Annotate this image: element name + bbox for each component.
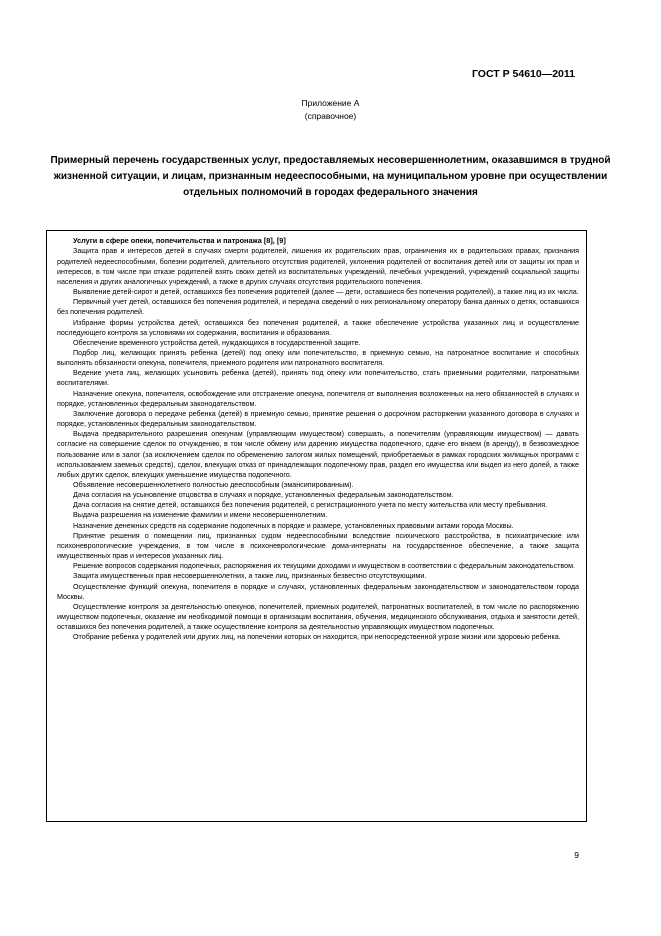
service-paragraph: Объявление несовершеннолетнего полностью дееспособным (эмансипированным). bbox=[73, 481, 354, 489]
annex-block bbox=[0, 97, 661, 123]
service-paragraph: Отобрание ребенка у родителей или других лиц, на попечении которых он находится, при непосредственной угрозе жизни или здоровью ребенка. bbox=[73, 633, 561, 642]
section-heading: Услуги в сфере опеки, попечительства и патронажа [8], [9] bbox=[73, 236, 286, 245]
service-paragraph: Дача согласия на снятие детей, оставшихся без попечения родителей, с регистрационного учета по месту жительства или месту пребывания. bbox=[73, 501, 548, 510]
service-paragraph: Осуществление контроля за деятельностью опекунов, попечителей, приемных родителей, патронатных воспитателей, в том числе по распоряжению имуществом подопечных, оказание им необходимой помощи в организации воспитания, обучения, медицинского обслуживания, отдыха и занятости детей, оставшихся без попечения родителей, а также осуществление контроля за деятельностью управляющих имуществом подопечных. bbox=[57, 602, 579, 632]
annex-type: (справочное) bbox=[304, 111, 357, 121]
service-paragraph: Выявление детей-сирот и детей, оставшихся без попечения родителей (далее — дети, оставшиеся без попечения родителей), а также лиц из их числа. bbox=[73, 288, 579, 297]
services-frame bbox=[46, 230, 587, 822]
service-paragraph: Избрание формы устройства детей, оставшихся без попечения родителей, а также обеспечение устройства указанных лиц и осуществление последующего контроля за условиями их содержания, воспитания и образования. bbox=[57, 318, 579, 337]
service-paragraph: Защита прав и интересов детей в случаях смерти родителей, лишения их родительских прав, ограничения их в родительских правах, признания родителей недееспособными, болезни родителей, длительного отсутствия родителей, уклонения родителей от воспитания детей или от защиты их прав и интересов, в том числе при отказе родителей взять своих детей из воспитательных учреждений, лечебных учреждений, учреждений социальной защиты населения и других аналогичных учреждений, а также в других случаях отсутствия родительского попечения. bbox=[57, 247, 579, 286]
paragraph-list bbox=[57, 246, 579, 642]
service-paragraph: Первичный учет детей, оставшихся без попечения родителей, и передача сведений о них региональному оператору банка данных о детях, оставшихся без попечения родителей. bbox=[57, 298, 579, 317]
service-paragraph: Подбор лиц, желающих принять ребенка (детей) под опеку или попечительство, в приемную семью, на патронатное воспитание и способных выполнять обязанности опекуна, попечителя, приемного родителя или патронатного воспитателя. bbox=[57, 348, 579, 368]
service-paragraph: Ведение учета лиц, желающих усыновить ребенка (детей), принять под опеку или попечительство, стать приемными родителями, патронатными воспитателями. bbox=[57, 369, 579, 388]
service-paragraph: Заключение договора о передаче ребенка (детей) в приемную семью, принятие решения о досрочном расторжении указанного договора в случаях и порядке, установленных федеральным законодательством. bbox=[57, 409, 579, 429]
document-standard-number: ГОСТ Р 54610—2011 bbox=[471, 68, 575, 80]
service-paragraph: Выдача предварительного разрешения опекунам (управляющим имуществом) совершать, а попечителям (управляющим имуществом) — давать согласие на совершение сделок по отчуждению, в том числе обмену или дарению имущества подопечного, сдаче его внаем (в аренду), в безвозмездное пользование или в залог (за исключением сделок по обременению залогом жилых помещений, приобретаемых в рамках городских жилищных программ с использованием заемных средств), сделок, влекущих отказ от принадлежащих подопечному прав, раздел его имущества или выдел из него долей, а также любых других сделок, влекущих уменьшение имущества подопечного. bbox=[57, 430, 579, 479]
page-number: 9 bbox=[574, 850, 579, 860]
service-paragraph: Принятие решения о помещении лиц, признанных судом недееспособными вследствие психического расстройства, в психиатрические или психоневрологические учреждения, в том числе в психоневрологические дома-интернаты на государственное обеспечение, а также защита имущественных прав и интересов указанных лиц. bbox=[57, 531, 579, 561]
service-paragraph: Решение вопросов содержания подопечных, распоряжения их текущими доходами и имуществом в соответствии с федеральным законодательством. bbox=[73, 562, 575, 571]
service-paragraph: Назначение денежных средств на содержание подопечных в порядке и размере, установленных правовыми актами города Москвы. bbox=[73, 521, 514, 530]
service-paragraph: Обеспечение временного устройства детей, нуждающихся в государственной защите. bbox=[73, 338, 361, 347]
service-paragraph: Защита имущественных прав несовершеннолетних, а также лиц, признанных безвестно отсутствующими. bbox=[73, 572, 427, 581]
document-title: Примерный перечень государственных услуг, предоставляемых несовершеннолетним, оказавшимся в трудной жизненной ситуации, и лицам, признанным недееспособными, на муниципальном уровне при осуществлении отдельных полномочий в городах федерального значения bbox=[50, 155, 611, 198]
service-paragraph: Назначение опекуна, попечителя, освобождение или отстранение опекуна, попечителя от выполнения возложенных на него обязанностей в случаях и порядке, установленных федеральным законодательством. bbox=[57, 389, 579, 408]
service-paragraph: Осуществление функций опекуна, попечителя в порядке и случаях, установленных федеральным законодательством и законодательством города Москвы. bbox=[57, 582, 579, 601]
service-paragraph: Выдача разрешения на изменение фамилии и имени несовершеннолетним. bbox=[73, 511, 328, 520]
service-paragraph: Дача согласия на усыновление отцовства в случаях и порядке, установленных федеральным законодательством. bbox=[73, 491, 454, 500]
annex-label: Приложение А bbox=[301, 98, 360, 108]
